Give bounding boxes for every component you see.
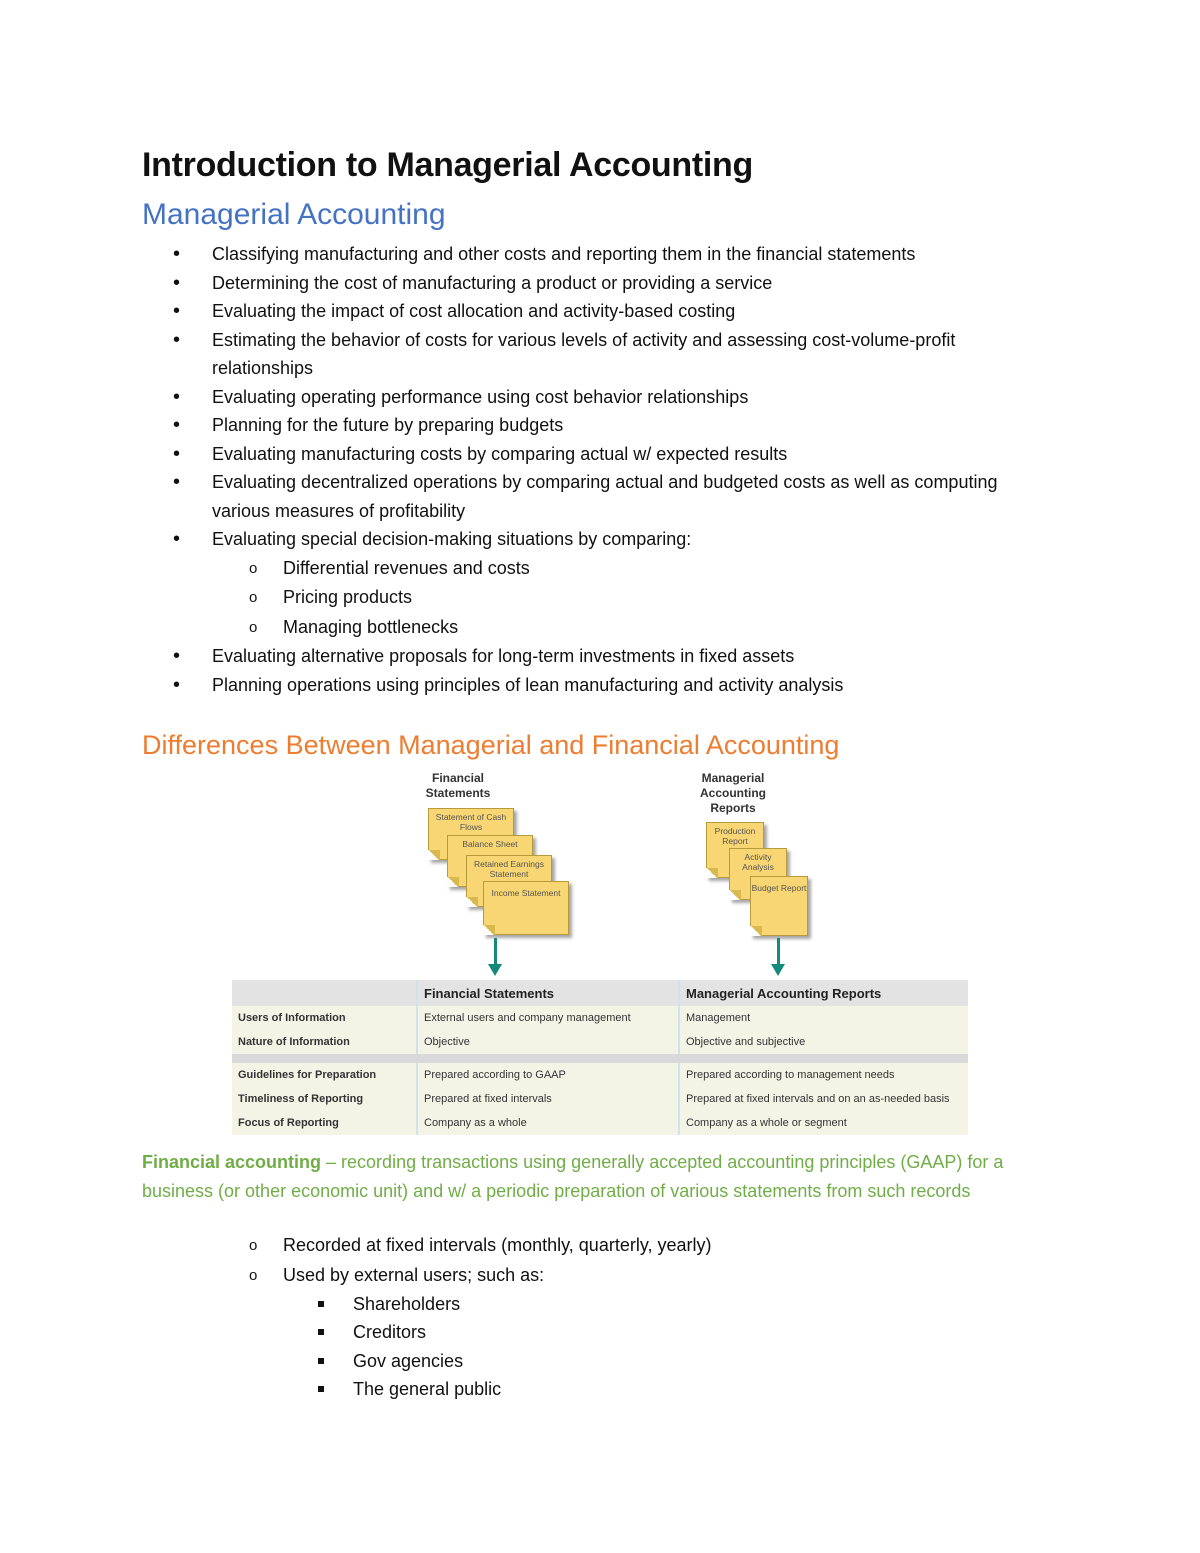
managerial-reports-title: Managerial Accounting Reports xyxy=(700,771,766,815)
report-sheet: Production Report xyxy=(706,822,764,878)
table-cell: Prepared according to management needs xyxy=(679,1063,968,1087)
sub-list-item: o Pricing products xyxy=(0,583,1200,613)
table-row-label: Users of Information xyxy=(232,1006,417,1030)
table-cell: Prepared at fixed intervals and on an as-needed basis xyxy=(679,1087,968,1111)
page-title: Introduction to Managerial Accounting xyxy=(142,146,753,184)
definition-term: Financial accounting xyxy=(142,1152,322,1172)
definition-text: – recording transactions using generally accepted accounting principles (GAAP) for a business (or other economic unit) and w/ a periodic preparation of various statements from such records xyxy=(142,1152,1004,1201)
external-user-item: Gov agencies xyxy=(0,1347,1200,1375)
table-header-row xyxy=(232,980,968,1006)
table-header-cell: Financial Statements xyxy=(417,980,679,1006)
table-cell: Management xyxy=(679,1006,968,1030)
managerial-accounting-list xyxy=(0,240,1200,699)
arrow-stem xyxy=(777,938,780,966)
table-cell: Prepared at fixed intervals xyxy=(417,1087,679,1111)
list-item: • Planning for the future by preparing budgets xyxy=(0,411,1200,440)
table-header-cell: Managerial Accounting Reports xyxy=(679,980,968,1006)
external-user-item: The general public xyxy=(0,1375,1200,1403)
report-sheet: Budget Report xyxy=(750,876,808,936)
sub-list-item: o Used by external users; such as: xyxy=(0,1261,1200,1291)
table-cell: Objective and subjective xyxy=(679,1030,968,1054)
list-item: • Planning operations using principles of lean manufacturing and activity analysis xyxy=(0,671,1200,700)
statement-sheet: Retained Earnings Statement xyxy=(466,855,552,907)
list-item: • Evaluating operating performance using cost behavior relationships xyxy=(0,383,1200,412)
section-heading-managerial-accounting: Managerial Accounting xyxy=(142,198,446,231)
table-cell: External users and company management xyxy=(417,1006,679,1030)
sub-list-item: o Managing bottlenecks xyxy=(0,613,1200,643)
arrow-stem xyxy=(494,938,497,966)
statement-sheet: Balance Sheet xyxy=(447,835,533,887)
external-user-item: Shareholders xyxy=(0,1290,1200,1318)
table-cell: Company as a whole or segment xyxy=(679,1111,968,1135)
list-item: • Estimating the behavior of costs for various levels of activity and assessing cost-volume-profit relationships xyxy=(0,326,1200,383)
list-item: • Evaluating special decision-making situations by comparing: xyxy=(0,525,1200,554)
list-item: • Evaluating alternative proposals for long-term investments in fixed assets xyxy=(0,642,1200,671)
comparison-table xyxy=(232,980,968,1135)
table-row xyxy=(232,1006,968,1030)
table-row xyxy=(232,1063,968,1087)
table-cell: Company as a whole xyxy=(417,1111,679,1135)
table-row xyxy=(232,1030,968,1054)
section-heading-differences: Differences Between Managerial and Financial Accounting xyxy=(142,730,840,760)
financial-statements-title: Financial Statements xyxy=(425,771,491,800)
table-row-label: Focus of Reporting xyxy=(232,1111,417,1135)
statement-sheet: Statement of Cash Flows xyxy=(428,808,514,860)
table-row-label: Timeliness of Reporting xyxy=(232,1087,417,1111)
list-item: • Determining the cost of manufacturing a product or providing a service xyxy=(0,269,1200,298)
list-item: • Evaluating decentralized operations by comparing actual and budgeted costs as well as computing various measures of profitability xyxy=(0,468,1200,525)
list-item: • Evaluating the impact of cost allocation and activity-based costing xyxy=(0,297,1200,326)
table-row xyxy=(232,1111,968,1135)
table-cell: Prepared according to GAAP xyxy=(417,1063,679,1087)
external-user-item: Creditors xyxy=(0,1318,1200,1346)
down-arrow-icon xyxy=(771,964,785,976)
table-row-label: Guidelines for Preparation xyxy=(232,1063,417,1087)
down-arrow-icon xyxy=(488,964,502,976)
table-divider xyxy=(232,1054,968,1063)
table-row-label: Nature of Information xyxy=(232,1030,417,1054)
sub-list-item: o Differential revenues and costs xyxy=(0,554,1200,584)
comparison-diagram xyxy=(232,768,968,1143)
financial-accounting-points xyxy=(0,1231,1200,1403)
list-item: • Evaluating manufacturing costs by comparing actual w/ expected results xyxy=(0,440,1200,469)
statement-sheet: Income Statement xyxy=(483,881,569,935)
sub-list-item: o Recorded at fixed intervals (monthly, quarterly, yearly) xyxy=(0,1231,1200,1261)
table-header-cell xyxy=(232,980,417,1006)
list-item: • Classifying manufacturing and other costs and reporting them in the financial statements xyxy=(0,240,1200,269)
table-row xyxy=(232,1087,968,1111)
financial-accounting-definition xyxy=(142,1148,1047,1205)
report-sheet: Activity Analysis xyxy=(729,848,787,900)
table-cell: Objective xyxy=(417,1030,679,1054)
